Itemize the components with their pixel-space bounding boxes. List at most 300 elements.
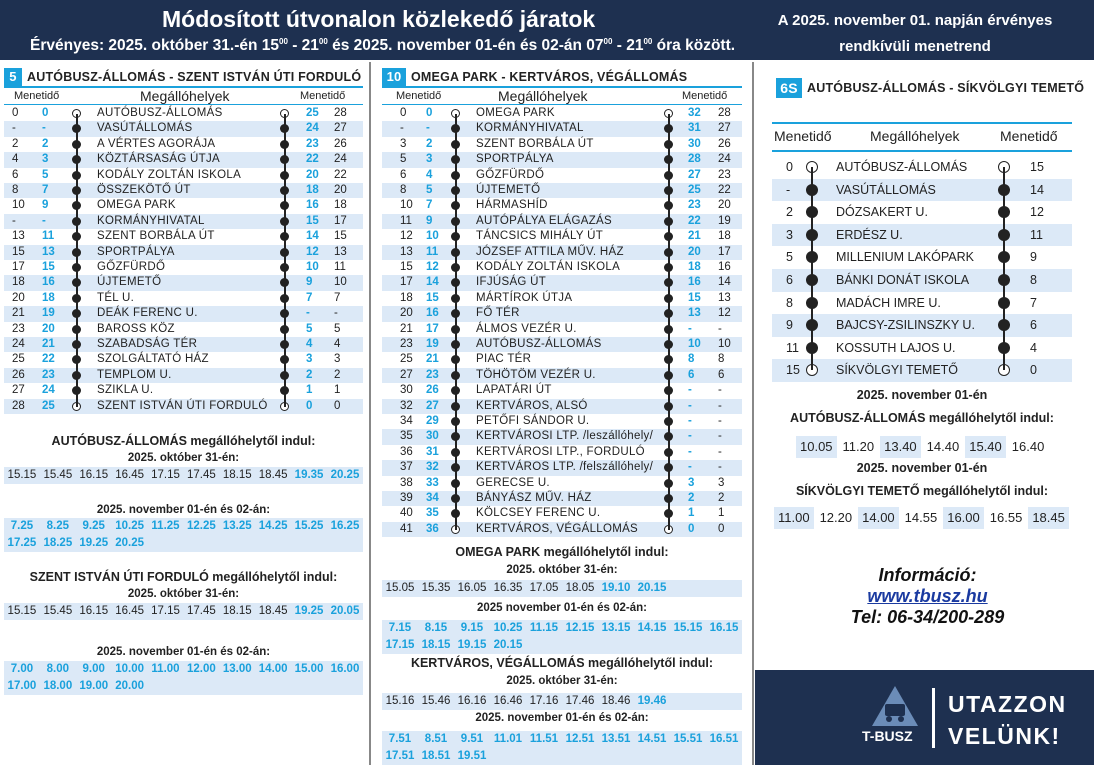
stop-row: [382, 152, 742, 167]
stop-row: [382, 445, 742, 460]
travel-time: 2: [306, 368, 313, 381]
travel-time: 11: [400, 214, 412, 227]
col-header: Menetidő: [1000, 128, 1058, 144]
travel-time: 9: [426, 214, 433, 227]
departure-time: 12.20: [819, 510, 853, 525]
travel-time: 12: [306, 245, 319, 258]
travel-time: 23: [306, 137, 319, 150]
travel-time: -: [42, 122, 46, 135]
travel-time: 15: [12, 245, 25, 258]
departure-time: 16.46: [490, 693, 526, 710]
stop-row: [4, 291, 363, 306]
stop-row: [382, 460, 742, 475]
stop-name: KERTVÁROS LTP. /felszállóhely/: [476, 461, 654, 474]
departure-time: 16.15: [706, 620, 742, 637]
travel-time: 21: [688, 230, 701, 243]
departure-time: 18.51: [418, 748, 454, 765]
travel-time: 17: [334, 214, 347, 227]
stop-name: FŐ TÉR: [476, 307, 520, 320]
stop-row: [382, 260, 742, 275]
departure-time: 13.40: [880, 436, 921, 458]
travel-time: 10: [718, 338, 731, 350]
departure-time: 8.51: [418, 731, 454, 748]
departure-time: 17.16: [526, 693, 562, 710]
travel-time: 5: [306, 322, 313, 335]
col-header: Menetidő: [396, 90, 442, 102]
travel-time: 10: [400, 199, 413, 212]
travel-time: 15: [334, 230, 347, 243]
departure-time: 20.15: [634, 580, 670, 597]
stop-name: TÖHÖTÖM VEZÉR U.: [476, 368, 596, 381]
departure-time: 15.46: [418, 693, 454, 710]
departure-time: 15.45: [40, 467, 76, 484]
departure-time: 13.00: [219, 661, 255, 678]
departure-title: SÍKVÖLGYI TEMETŐ megállóhelytől indul:: [795, 484, 1049, 498]
travel-time: -: [718, 399, 722, 412]
empty-cell: [634, 637, 670, 654]
travel-time: -: [688, 384, 692, 397]
travel-time: 12: [718, 307, 731, 320]
travel-time: 18: [688, 261, 701, 273]
travel-time: 0: [400, 107, 407, 119]
divider: [772, 150, 1072, 152]
travel-time: 12: [426, 261, 439, 273]
stop-name: TÁNCSICS MIHÁLY ÚT: [476, 230, 604, 243]
stop-name: KODÁLY ZOLTÁN ISKOLA: [476, 261, 621, 273]
travel-time: 6: [688, 368, 695, 381]
stop-row: [4, 352, 363, 367]
stop-row: [4, 229, 363, 244]
departure-time: 18.00: [40, 678, 76, 695]
stop-name: LAPATÁRI ÚT: [476, 384, 552, 397]
timetable-grid: [382, 580, 742, 597]
departure-time: 10.00: [112, 661, 148, 678]
stop-row: [4, 198, 363, 213]
stop-name: ÖSSZEKÖTŐ ÚT: [97, 184, 191, 196]
departure-date: 2025. október 31-én:: [506, 675, 618, 687]
departure-time: 17.15: [148, 603, 184, 620]
travel-time: 0: [426, 107, 433, 119]
travel-time: 24: [306, 122, 319, 135]
travel-time: 25: [688, 184, 701, 196]
website-link[interactable]: www.tbusz.hu: [867, 586, 988, 606]
travel-time: 14: [426, 276, 439, 289]
travel-time: 24: [42, 384, 55, 397]
travel-time: 23: [426, 368, 439, 381]
travel-time: 32: [688, 107, 701, 119]
travel-time: 3: [426, 153, 433, 166]
travel-time: 24: [12, 338, 25, 350]
departure-date: 2025. október 31-én:: [506, 564, 618, 576]
empty-cell: [291, 535, 327, 552]
departure-time: 16.16: [454, 693, 490, 710]
stop-name: BAROSS KÖZ: [97, 322, 175, 335]
stop-name: KOSSUTH LAJOS U.: [836, 340, 956, 355]
col-header: Menetidő: [774, 128, 832, 144]
travel-time: 4: [12, 153, 19, 166]
travel-time: 26: [426, 384, 439, 397]
travel-time: 6: [400, 168, 407, 181]
departure-time: 9.25: [76, 518, 112, 535]
travel-time: -: [12, 214, 16, 227]
travel-time: 22: [688, 214, 701, 227]
stop-name: BÁNKI DONÁT ISKOLA: [836, 273, 970, 287]
stop-row: [382, 383, 742, 398]
departure-time: 17.51: [382, 748, 418, 765]
travel-time: 3: [718, 476, 725, 489]
travel-time: 26: [334, 137, 347, 150]
travel-time: 11: [426, 245, 439, 258]
travel-time: 14: [718, 276, 731, 289]
route-6s-title: 6S AUTÓBUSZ-ÁLLOMÁS - SÍKVÖLGYI TEMETŐ: [776, 78, 1084, 98]
departure-time: 17.45: [183, 603, 219, 620]
departure-time: 17.15: [382, 637, 418, 654]
travel-time: 27: [334, 122, 347, 135]
route-line: [76, 114, 78, 407]
travel-time: 10: [334, 276, 347, 289]
empty-cell: [670, 748, 706, 765]
divider: [382, 104, 742, 105]
travel-time: 5: [786, 250, 793, 265]
stop-name: SPORTPÁLYA: [97, 245, 175, 258]
travel-time: 9: [42, 199, 49, 212]
stop-name: VASÚTÁLLOMÁS: [836, 182, 936, 197]
stop-name: KERTVÁROS, ALSÓ: [476, 399, 588, 412]
travel-time: 24: [718, 153, 731, 166]
departure-date: 2025. november 01-én: [856, 461, 988, 475]
stop-name: SZIKLA U.: [97, 384, 154, 397]
departure-time: 7.15: [382, 620, 418, 637]
column-divider: [752, 62, 754, 765]
travel-time: 2: [786, 205, 793, 220]
departure-time: 11.01: [490, 731, 526, 748]
stop-name: MÁRTÍROK ÚTJA: [476, 291, 573, 304]
departure-time: 15.15: [670, 620, 706, 637]
stop-row: [4, 322, 363, 337]
stop-name: SZOLGÁLTATÓ HÁZ: [97, 353, 209, 366]
stop-row: [382, 368, 742, 383]
travel-time: 30: [426, 430, 439, 443]
route-line: [668, 114, 670, 530]
travel-time: 21: [42, 338, 55, 350]
stop-name: PIAC TÉR: [476, 353, 532, 366]
departure-title: AUTÓBUSZ-ÁLLOMÁS megállóhelytől indul:: [790, 411, 1054, 425]
departure-time: 18.15: [219, 603, 255, 620]
stop-name: PETŐFI SÁNDOR U.: [476, 415, 590, 427]
empty-cell: [255, 678, 291, 695]
stop-name: GŐZFÜRDŐ: [97, 261, 166, 273]
travel-time: 11: [42, 230, 55, 243]
departure-title: AUTÓBUSZ-ÁLLOMÁS megállóhelytől indul:: [51, 434, 316, 448]
departure-time: 17.00: [4, 678, 40, 695]
travel-time: 33: [426, 476, 439, 489]
departure-date: 2025. október 31-én:: [127, 588, 240, 600]
travel-time: 26: [12, 368, 25, 381]
travel-time: 3: [688, 476, 695, 489]
stop-name: SZABADSÁG TÉR: [97, 338, 198, 350]
travel-time: 23: [400, 338, 413, 350]
travel-time: -: [688, 415, 692, 427]
travel-time: 13: [334, 245, 347, 258]
stop-name: ÚJTEMETŐ: [476, 184, 541, 196]
travel-time: -: [718, 415, 722, 427]
travel-time: 15: [786, 363, 800, 378]
stop-name: IFJÚSÁG ÚT: [476, 276, 547, 289]
departure-time: 12.25: [183, 518, 219, 535]
departure-time: 14.51: [634, 731, 670, 748]
stop-name: BÁNYÁSZ MŰV. HÁZ: [476, 492, 592, 504]
stop-row: [382, 291, 742, 306]
departure-title: OMEGA PARK megállóhelytől indul:: [455, 545, 669, 559]
empty-cell: [706, 580, 742, 597]
departure-time: 19.15: [454, 637, 490, 654]
travel-time: 22: [718, 184, 731, 196]
stop-row: [4, 106, 363, 121]
departure-date: 2025. november 01-én: [856, 388, 988, 402]
travel-time: 15: [1030, 160, 1044, 174]
travel-time: 4: [334, 338, 341, 350]
departure-time: 16.15: [76, 467, 112, 484]
stop-name: KÖLCSEY FERENC U.: [476, 507, 601, 520]
travel-time: -: [718, 430, 722, 443]
departure-time: 15.15: [4, 603, 40, 620]
travel-time: 21: [12, 307, 25, 320]
departure-time: 18.05: [562, 580, 598, 597]
stop-row: [382, 337, 742, 352]
stop-row: [382, 506, 742, 521]
travel-time: 38: [400, 476, 413, 489]
empty-cell: [291, 678, 327, 695]
route-line: [455, 114, 457, 530]
departure-time: 12.51: [562, 731, 598, 748]
travel-time: 0: [718, 522, 725, 535]
departure-time: 16.00: [327, 661, 363, 678]
route-number-badge: 5: [4, 68, 22, 86]
stop-name: TEMPLOM U.: [97, 368, 172, 381]
stop-row: [4, 137, 363, 152]
travel-time: 10: [12, 199, 25, 212]
departure-time: 18.46: [598, 693, 634, 710]
travel-time: 27: [718, 122, 731, 135]
travel-time: -: [688, 430, 692, 443]
travel-time: 0: [1030, 363, 1037, 378]
stop-row: [4, 383, 363, 398]
travel-time: 5: [400, 153, 407, 166]
travel-time: 27: [688, 168, 701, 181]
travel-time: 0: [786, 160, 793, 174]
empty-cell: [706, 637, 742, 654]
travel-time: -: [688, 445, 692, 458]
travel-time: 0: [688, 522, 695, 535]
travel-time: 26: [718, 137, 731, 150]
departure-time: 9.51: [454, 731, 490, 748]
route-line: [811, 167, 813, 370]
col-header: Megállóhelyek: [140, 88, 230, 104]
stop-name: KERTVÁROSI LTP. /leszállóhely/: [476, 430, 654, 443]
departure-time: 11.51: [526, 731, 562, 748]
departure-date: 2025. november 01-én és 02-án:: [96, 646, 271, 658]
travel-time: 13: [12, 230, 25, 243]
departure-time: 16.05: [454, 580, 490, 597]
departure-time: 11.25: [148, 518, 184, 535]
departure-time: 20.00: [112, 678, 148, 695]
travel-time: 6: [786, 273, 793, 287]
travel-time: 8: [400, 184, 407, 196]
travel-time: 13: [718, 291, 731, 304]
travel-time: 16: [718, 261, 731, 273]
departure-time: 16.25: [327, 518, 363, 535]
departure-time: 16.51: [706, 731, 742, 748]
travel-time: 14: [306, 230, 319, 243]
travel-time: 15: [306, 214, 319, 227]
departure-time: 17.45: [183, 467, 219, 484]
departure-title: KERTVÁROS, VÉGÁLLOMÁS megállóhelytől indul:: [410, 656, 714, 670]
departure-time: 19.00: [76, 678, 112, 695]
stop-row: [4, 306, 363, 321]
route-number-badge: 6S: [776, 78, 802, 98]
departure-time: 14.00: [255, 661, 291, 678]
empty-cell: [526, 748, 562, 765]
departure-time: 8.15: [418, 620, 454, 637]
route-line: [1003, 167, 1005, 370]
travel-time: 2: [688, 492, 695, 504]
travel-time: 30: [688, 137, 701, 150]
travel-time: 2: [426, 137, 433, 150]
departure-time: 14.25: [255, 518, 291, 535]
departure-time: 20.05: [327, 603, 363, 620]
stop-row: [382, 306, 742, 321]
bus-logo-icon: [870, 684, 920, 728]
departure-time: 17.25: [4, 535, 40, 552]
stop-row: [4, 245, 363, 260]
stop-row: [4, 183, 363, 198]
departure-time: 16.40: [1011, 439, 1045, 454]
departure-time: 14.40: [926, 439, 960, 454]
stop-name: KODÁLY ZOLTÁN ISKOLA: [97, 168, 242, 181]
travel-time: 5: [42, 168, 49, 181]
travel-time: 5: [334, 322, 341, 335]
departure-time: 15.15: [4, 467, 40, 484]
empty-cell: [183, 535, 219, 552]
travel-time: -: [786, 182, 791, 197]
travel-time: 23: [688, 199, 701, 212]
travel-time: 18: [42, 291, 55, 304]
travel-time: 36: [400, 445, 413, 458]
stop-row: [382, 137, 742, 152]
travel-time: 7: [334, 291, 341, 304]
travel-time: 30: [400, 384, 413, 397]
travel-time: 4: [426, 168, 433, 181]
travel-time: 22: [42, 353, 55, 366]
travel-time: 2: [334, 368, 341, 381]
divider: [932, 688, 935, 748]
stop-row: [382, 429, 742, 444]
departure-time: 15.00: [291, 661, 327, 678]
empty-cell: [183, 678, 219, 695]
stop-name: AUTÓBUSZ-ÁLLOMÁS: [97, 107, 223, 119]
travel-time: 12: [400, 230, 413, 243]
empty-cell: [706, 693, 742, 710]
travel-time: 19: [426, 338, 439, 350]
empty-cell: [634, 748, 670, 765]
empty-cell: [562, 748, 598, 765]
travel-time: 3: [42, 153, 49, 166]
stop-row: [382, 322, 742, 337]
travel-time: 17: [12, 261, 25, 273]
travel-time: 31: [426, 445, 439, 458]
route-10-title: 10 OMEGA PARK - KERTVÁROS, VÉGÁLLOMÁS: [382, 68, 687, 86]
travel-time: 34: [400, 415, 413, 427]
travel-time: 14: [1030, 182, 1044, 197]
departure-time: 13.51: [598, 731, 634, 748]
stop-name: GERECSE U.: [476, 476, 550, 489]
stop-name: DEÁK FERENC U.: [97, 307, 198, 320]
travel-time: 3: [306, 353, 313, 366]
stop-name: OMEGA PARK: [97, 199, 176, 212]
travel-time: 2: [12, 137, 19, 150]
departure-time: 18.25: [40, 535, 76, 552]
travel-time: 0: [42, 107, 49, 119]
departure-time: 20.15: [490, 637, 526, 654]
stop-row: [382, 522, 742, 537]
departure-time: 9.15: [454, 620, 490, 637]
travel-time: 1: [688, 507, 695, 520]
stop-name: KERTVÁROSI LTP., FORDULÓ: [476, 445, 645, 458]
departure-time: 17.05: [526, 580, 562, 597]
travel-time: 20: [42, 322, 55, 335]
empty-cell: [255, 535, 291, 552]
timetable-grid: [4, 661, 363, 695]
stop-name: BAJCSY-ZSILINSZKY U.: [836, 318, 975, 333]
departure-time: 19.35: [291, 467, 327, 484]
departure-time: 14.00: [858, 507, 899, 529]
travel-time: 13: [688, 307, 701, 320]
travel-time: 15: [688, 291, 701, 304]
departure-time: 7.25: [4, 518, 40, 535]
travel-time: 22: [306, 153, 319, 166]
departure-date: 2025. november 01-én és 02-án:: [475, 712, 649, 724]
route-line: [284, 114, 286, 407]
travel-time: -: [12, 122, 16, 135]
departure-time: 18.45: [1028, 507, 1069, 529]
stop-name: KORMÁNYHIVATAL: [97, 214, 205, 227]
travel-time: 39: [400, 492, 413, 504]
departure-time: 15.35: [418, 580, 454, 597]
stop-name: GŐZFÜRDŐ: [476, 168, 545, 181]
travel-time: 17: [426, 322, 439, 335]
travel-time: 23: [718, 168, 731, 181]
travel-time: 16: [688, 276, 701, 289]
travel-time: 21: [400, 322, 413, 335]
stop-name: JÓZSEF ATTILA MŰV. HÁZ: [476, 245, 624, 258]
header: [0, 0, 1094, 60]
travel-time: 35: [426, 507, 439, 520]
stop-row: [4, 168, 363, 183]
travel-time: -: [42, 214, 46, 227]
stop-name: DÓZSAKERT U.: [836, 205, 928, 220]
travel-time: -: [688, 461, 692, 474]
column-divider: [369, 62, 371, 765]
info-title: Információ:: [878, 565, 977, 585]
travel-time: 31: [688, 122, 701, 135]
stop-name: AUTÓBUSZ-ÁLLOMÁS: [476, 338, 602, 350]
departure-time: 18.15: [418, 637, 454, 654]
departure-time: 14.15: [634, 620, 670, 637]
slogan: UTAZZON VELÜNK!: [948, 691, 1067, 749]
stop-name: OMEGA PARK: [476, 107, 555, 119]
travel-time: 3: [786, 227, 793, 242]
timetable-grid: [774, 507, 1071, 529]
